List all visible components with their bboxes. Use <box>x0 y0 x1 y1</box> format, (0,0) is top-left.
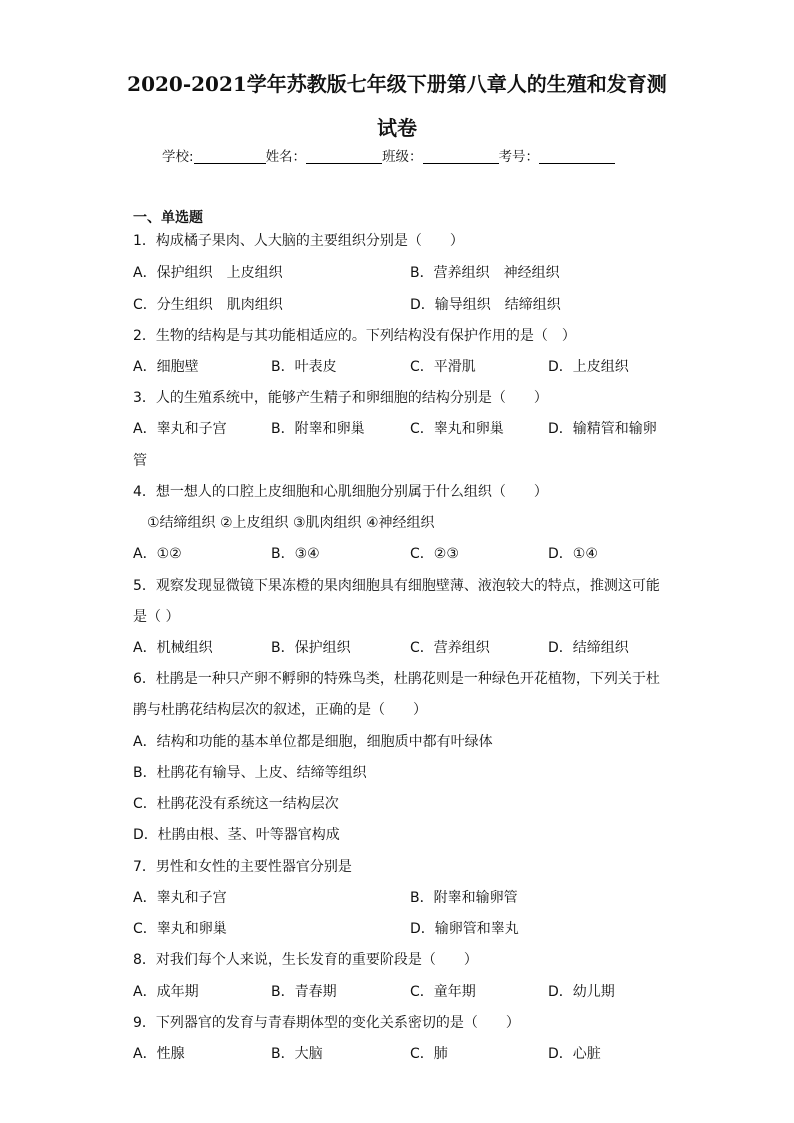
page-title-line-1: 2020-2021学年苏教版七年级下册第八章人的生殖和发育测 <box>127 72 667 96</box>
class-blank[interactable] <box>423 149 499 164</box>
question-2-option-c[interactable]: C．平滑肌 <box>410 359 476 375</box>
question-2-stem: 2．生物的结构是与其功能相适应的。下列结构没有保护作用的是（ ） <box>133 328 576 344</box>
question-3-option-d-continued: 管 <box>133 453 147 469</box>
question-1-option-a[interactable]: A．保护组织 上皮组织 <box>133 265 283 281</box>
question-3-option-a[interactable]: A．睾丸和子宫 <box>133 421 227 437</box>
question-3-option-d[interactable]: D．输精管和输卵 <box>548 421 657 437</box>
question-6-stem: 6．杜鹃是一种只产卵不孵卵的特殊鸟类，杜鹃花则是一种绿色开花植物，下列关于杜 <box>133 671 660 687</box>
question-7-option-c[interactable]: C．睾丸和卵巢 <box>133 921 227 937</box>
question-5-option-a[interactable]: A．机械组织 <box>133 640 213 656</box>
question-2-option-d[interactable]: D．上皮组织 <box>548 359 629 375</box>
school-blank[interactable] <box>194 149 266 164</box>
question-5-stem: 5．观察发现显微镜下果冻橙的果肉细胞具有细胞壁薄、液泡较大的特点，推测这可能 <box>133 578 660 594</box>
question-2-option-a[interactable]: A．细胞壁 <box>133 359 199 375</box>
question-9-option-b[interactable]: B．大脑 <box>271 1046 323 1062</box>
school-label: 学校: <box>162 149 194 165</box>
question-4-option-c[interactable]: C．②③ <box>410 546 459 562</box>
class-label: 班级： <box>382 149 423 165</box>
question-4-option-a[interactable]: A．①② <box>133 546 182 562</box>
question-6-option-d[interactable]: D．杜鹃由根、茎、叶等器官构成 <box>133 827 340 843</box>
question-6-option-a[interactable]: A．结构和功能的基本单位都是细胞，细胞质中都有叶绿体 <box>133 734 493 750</box>
question-5-stem-line-2: 是（ ） <box>133 609 180 625</box>
question-7-option-a[interactable]: A．睾丸和子宫 <box>133 890 227 906</box>
question-8-option-d[interactable]: D．幼儿期 <box>548 984 615 1000</box>
question-8-option-b[interactable]: B．青春期 <box>271 984 337 1000</box>
number-blank[interactable] <box>539 149 615 164</box>
question-4-option-d[interactable]: D．①④ <box>548 546 598 562</box>
question-9-option-c[interactable]: C．肺 <box>410 1046 448 1062</box>
student-info-row <box>162 145 615 165</box>
section-heading: 一、单选题 <box>133 210 203 226</box>
question-1-option-d[interactable]: D．输导组织 结缔组织 <box>410 297 561 313</box>
question-7-option-d[interactable]: D．输卵管和睾丸 <box>410 921 519 937</box>
question-9-stem: 9．下列器官的发育与青春期体型的变化关系密切的是（ ） <box>133 1015 520 1031</box>
question-3-option-c[interactable]: C．睾丸和卵巢 <box>410 421 504 437</box>
question-8-stem: 8．对我们每个人来说，生长发育的重要阶段是（ ） <box>133 952 478 968</box>
question-1-stem: 1．构成橘子果肉、人大脑的主要组织分别是（ ） <box>133 233 464 249</box>
question-3-stem: 3．人的生殖系统中，能够产生精子和卵细胞的结构分别是（ ） <box>133 390 548 406</box>
question-9-option-a[interactable]: A．性腺 <box>133 1046 185 1062</box>
question-1-option-c[interactable]: C．分生组织 肌肉组织 <box>133 297 283 313</box>
question-5-option-c[interactable]: C．营养组织 <box>410 640 490 656</box>
question-4-stem: 4．想一想人的口腔上皮细胞和心肌细胞分别属于什么组织（ ） <box>133 484 548 500</box>
question-9-option-d[interactable]: D．心脏 <box>548 1046 601 1062</box>
name-label: 姓名： <box>265 149 307 165</box>
name-blank[interactable] <box>306 149 382 164</box>
page-title-line-2: 试卷 <box>377 116 417 140</box>
question-6-option-b[interactable]: B．杜鹃花有输导、上皮、结缔等组织 <box>133 765 367 781</box>
question-8-option-c[interactable]: C．童年期 <box>410 984 476 1000</box>
number-label: 考号： <box>498 149 540 165</box>
question-3-option-b[interactable]: B．附睾和卵巢 <box>271 421 365 437</box>
question-7-option-b[interactable]: B．附睾和输卵管 <box>410 890 518 906</box>
question-4-option-b[interactable]: B．③④ <box>271 546 320 562</box>
question-8-option-a[interactable]: A．成年期 <box>133 984 199 1000</box>
question-1-option-b[interactable]: B．营养组织 神经组织 <box>410 265 560 281</box>
question-4-choices-list: ①结缔组织 ②上皮组织 ③肌肉组织 ④神经组织 <box>147 515 435 531</box>
question-6-option-c[interactable]: C．杜鹃花没有系统这一结构层次 <box>133 796 339 812</box>
question-7-stem: 7．男性和女性的主要性器官分别是 <box>133 859 352 875</box>
question-5-option-b[interactable]: B．保护组织 <box>271 640 351 656</box>
question-6-stem-line-2: 鹃与杜鹃花结构层次的叙述，正确的是（ ） <box>133 702 427 718</box>
question-2-option-b[interactable]: B．叶表皮 <box>271 359 337 375</box>
question-5-option-d[interactable]: D．结缔组织 <box>548 640 629 656</box>
